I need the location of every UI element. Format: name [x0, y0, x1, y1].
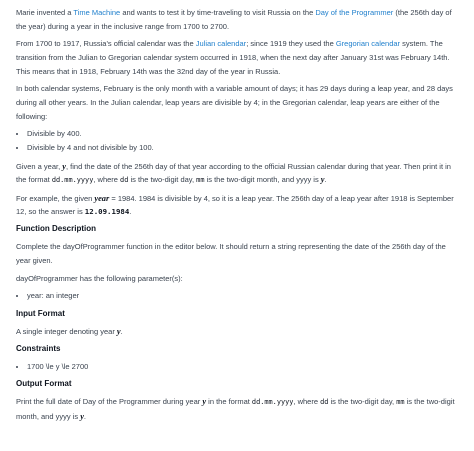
input-format-text: . [120, 327, 123, 336]
intro-text: , find the date of the 256th day of that year according to the official Russian calendar during that year. Then print it in the format [16, 161, 451, 185]
intro-text: Given a year, [16, 161, 63, 171]
intro-text: (the 256th day of the year) during a year in the inclusive range from 1700 to 2700. [16, 8, 452, 31]
output-format-paragraph [16, 395, 460, 423]
intro-text: ; since 1919 they used the [246, 39, 336, 49]
math-variable: y [116, 327, 121, 336]
intro-text: . [129, 207, 132, 217]
function-description-paragraph: Complete the dayOfProgrammer function in the editor below. It should return a string representing the date of the 256th day of the year given. [16, 242, 446, 265]
day-code: dd [120, 176, 129, 185]
list-item: • Divisible by 4 and not divisible by 100. [27, 141, 460, 155]
input-format-paragraph [16, 325, 460, 339]
intro-paragraph-2 [16, 37, 460, 78]
intro-paragraph-3: In both calendar systems, February is the only month with a variable amount of days; it has 29 days during a leap year, and 28 days during all other years. In the Julian calendar, leap years are divisible by 4; in the Gregorian calendar, leap years are either of the following: [16, 84, 453, 121]
output-format-text: , where [293, 397, 321, 407]
constraints-heading: Constraints [16, 343, 61, 353]
day-code: dd [320, 398, 329, 407]
intro-text: and wants to test it by time-traveling to visit Russia on the [120, 8, 316, 17]
intro-text: system. The transition from the Julian to Gregorian calendar system occurred in 1918, when the next day after January 31st was February 14th. This means that in 1918, February 14th was the 32nd day of the year in Russia. [16, 39, 450, 76]
math-variable: y [80, 411, 84, 421]
input-format-heading: Input Format [16, 309, 65, 318]
math-variable: y [62, 161, 66, 171]
output-format-heading: Output Format [16, 379, 72, 389]
day-of-programmer-link[interactable]: Day of the Programmer [315, 8, 394, 17]
intro-text: , where [93, 175, 121, 185]
output-format-text: Print the full date of Day of the Programmer during year [16, 397, 203, 407]
gregorian-calendar-link[interactable]: Gregorian calendar [335, 39, 401, 49]
intro-text: is the two-digit day, [128, 175, 197, 185]
function-description-heading: Function Description [16, 224, 96, 234]
leap-rules-list [16, 127, 460, 154]
constraints-list [16, 360, 460, 374]
math-variable: y [202, 397, 207, 407]
intro-paragraph-4 [16, 160, 460, 188]
month-code: mm [196, 176, 205, 185]
input-format-text: A single integer denoting year [16, 327, 117, 336]
math-variable: year [94, 193, 110, 203]
math-variable: y [320, 175, 325, 185]
month-code: mm [396, 398, 405, 407]
intro-text: . [324, 175, 327, 185]
intro-paragraph-5 [16, 192, 460, 219]
date-format-code: dd.mm.yyyy [251, 398, 294, 407]
intro-text: From 1700 to 1917, Russia's official calendar was the [16, 39, 196, 49]
list-item: • year: an integer [27, 289, 460, 303]
intro-text: is the two-digit month, and yyyy is [204, 175, 321, 185]
output-format-text: is the two-digit day, [328, 397, 397, 407]
intro-paragraph-1 [16, 6, 460, 33]
output-format-text: . [83, 411, 87, 421]
output-format-text: is the two-digit month, and yyyy is [16, 397, 455, 421]
list-item: • Divisible by 400. [27, 127, 460, 141]
output-format-text: in the format [206, 397, 252, 407]
intro-text: = 1984. 1984 is divisible by 4, so it is a leap year. The 256th day of a leap year after 1918 is September 12, so the answer is [16, 193, 454, 217]
intro-text: For example, the given [16, 193, 95, 203]
date-format-code: dd.mm.yyyy [51, 176, 94, 185]
time-machine-link[interactable]: Time Machine [73, 8, 121, 17]
intro-text: Marie invented a [16, 8, 74, 17]
parameters-paragraph: dayOfProgrammer has the following parameter(s): [16, 273, 183, 283]
parameters-list [16, 289, 460, 303]
example-answer-code: 12.09.1984 [84, 207, 130, 217]
julian-calendar-link[interactable]: Julian calendar [195, 39, 247, 49]
list-item: • 1700 \le y \le 2700 [27, 360, 460, 374]
